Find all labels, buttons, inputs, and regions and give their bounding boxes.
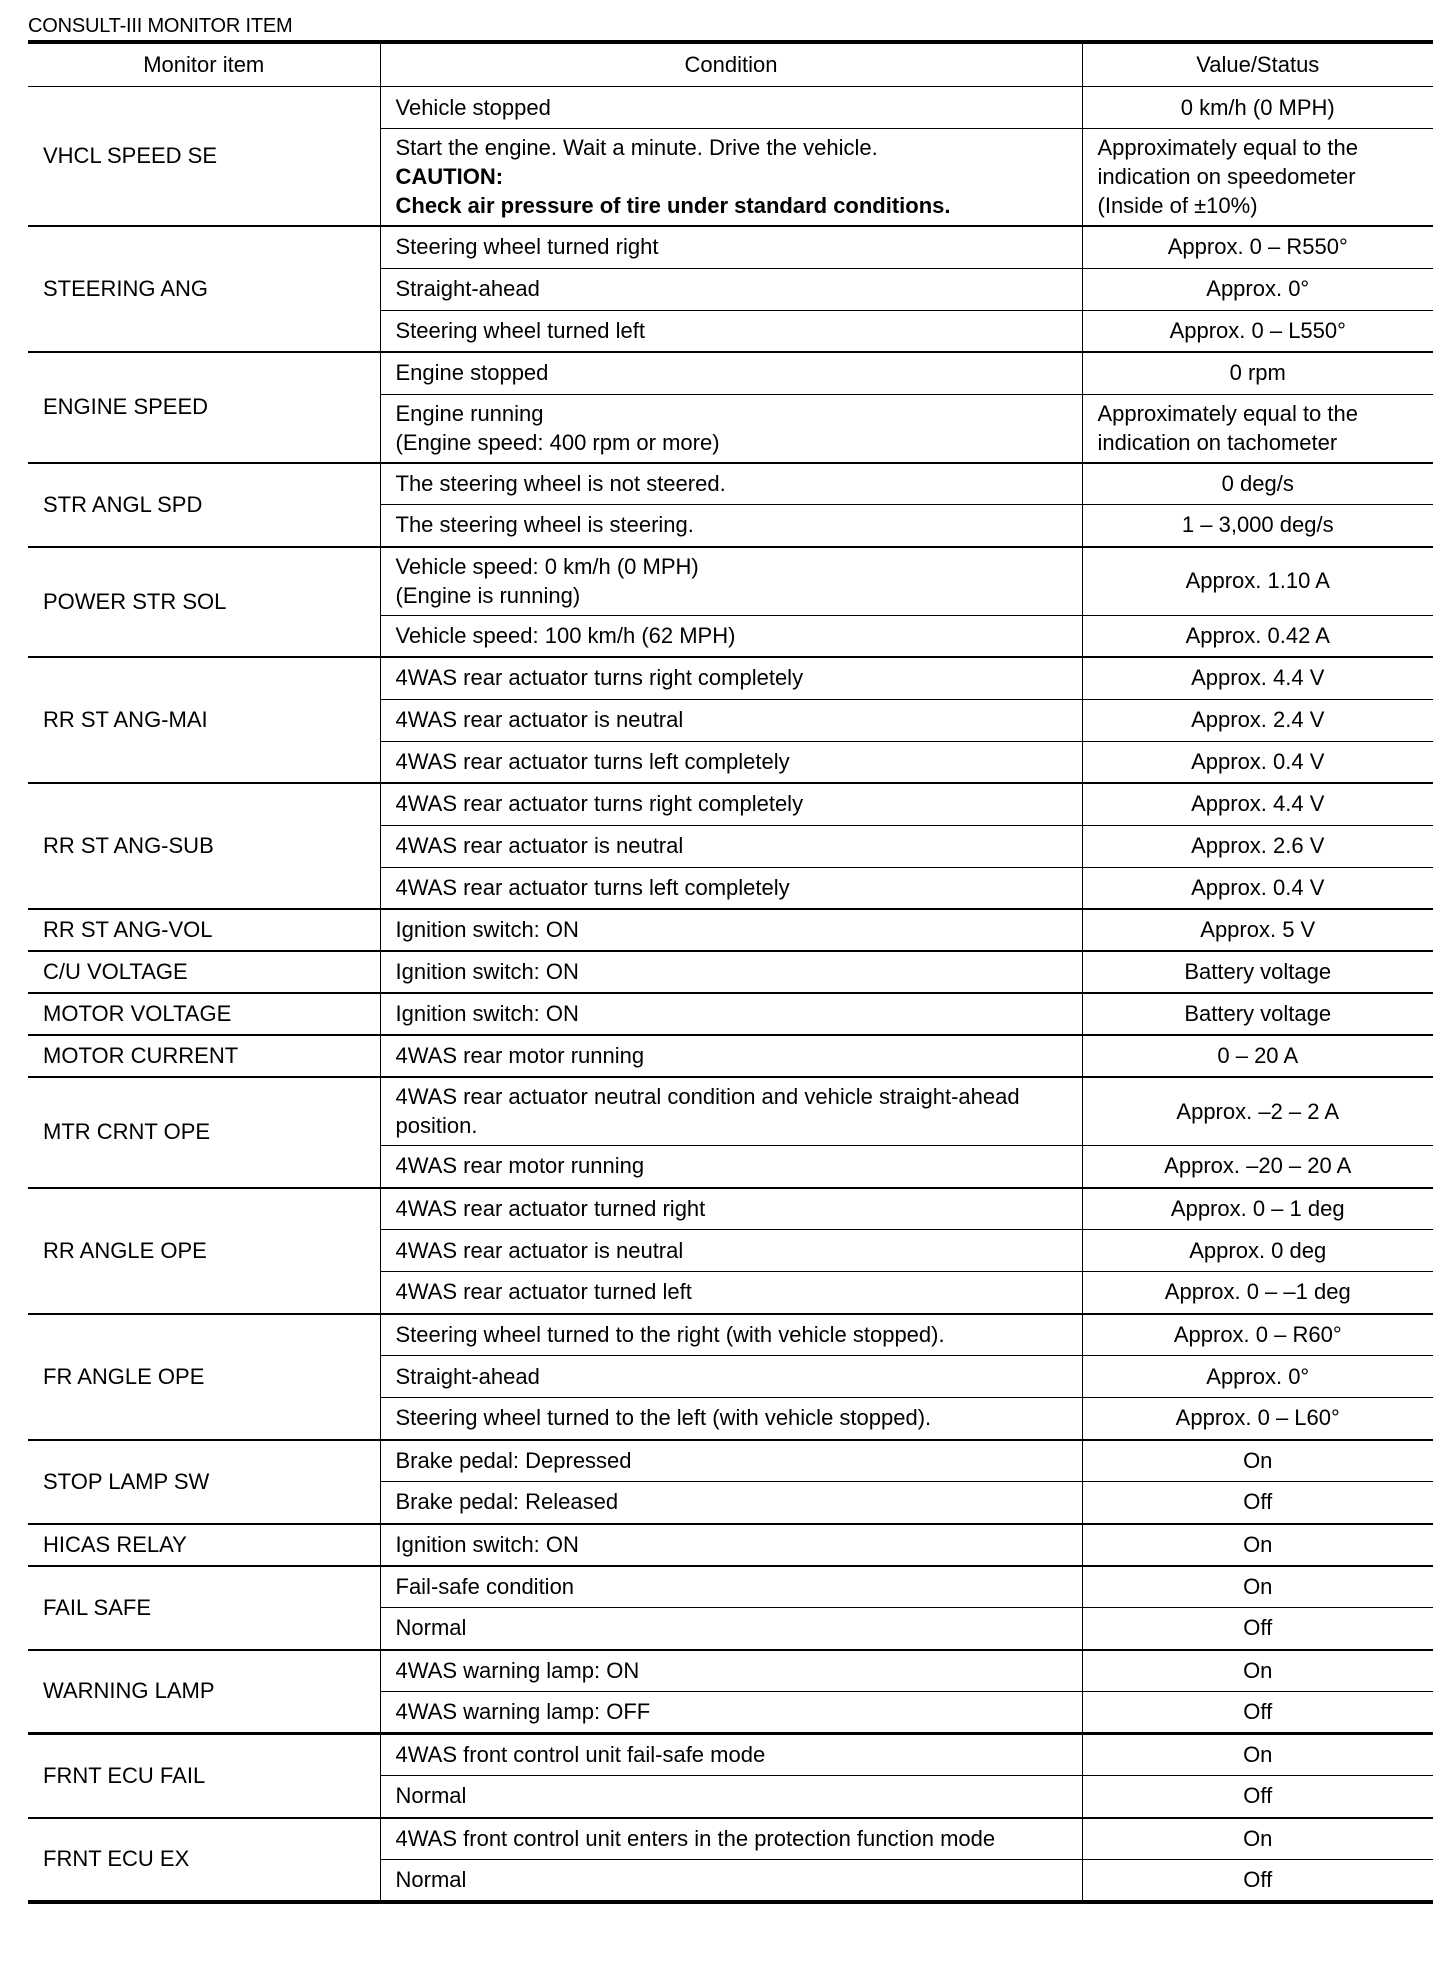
- value-status-cell: Approx. 0 – –1 deg: [1082, 1272, 1433, 1314]
- condition-cell: [380, 1692, 1082, 1734]
- monitor-item-cell: STR ANGL SPD: [28, 463, 380, 547]
- value-status-cell: 0 – 20 A: [1082, 1035, 1433, 1077]
- value-status-cell: Off: [1082, 1860, 1433, 1902]
- condition-text: 4WAS rear actuator is neutral: [395, 833, 684, 858]
- value-status-cell: On: [1082, 1650, 1433, 1692]
- value-status-cell: Approx. 0.42 A: [1082, 615, 1433, 657]
- condition-text: Fail-safe condition: [395, 1573, 575, 1599]
- monitor-item-cell: RR ST ANG-SUB: [28, 783, 380, 909]
- condition-cell: [380, 1818, 1082, 1860]
- value-status-cell: On: [1082, 1734, 1433, 1776]
- condition-cell: [380, 1356, 1082, 1398]
- condition-text: 4WAS rear actuator turns left completely: [395, 874, 790, 900]
- table-row: [28, 657, 1433, 699]
- table-row: [28, 1650, 1433, 1692]
- monitor-item-cell: ENGINE SPEED: [28, 352, 380, 463]
- condition-cell: [380, 226, 1082, 268]
- condition-cell: [380, 1482, 1082, 1524]
- condition-text: 4WAS rear motor running: [395, 1043, 645, 1068]
- condition-cell: [380, 1314, 1082, 1356]
- condition-text: Engine stopped: [395, 360, 549, 386]
- condition-text: 4WAS front control unit fail-safe mode: [395, 1742, 766, 1767]
- monitor-group: [28, 1650, 1433, 1734]
- value-status-cell: Off: [1082, 1608, 1433, 1650]
- monitor-group: [28, 226, 1433, 352]
- table-header: [28, 42, 1433, 87]
- condition-text: Steering wheel turned right: [395, 234, 659, 260]
- condition-cell: [380, 1272, 1082, 1314]
- condition-text: Normal: [395, 1615, 467, 1641]
- condition-text: 4WAS rear actuator neutral condition and vehicle straight-ahead position.: [395, 1084, 1020, 1138]
- condition-cell: [380, 1566, 1082, 1608]
- condition-text: Ignition switch: ON: [395, 1531, 579, 1557]
- condition-cell: [380, 505, 1082, 547]
- table-row: [28, 909, 1433, 951]
- value-status-cell: Off: [1082, 1482, 1433, 1524]
- value-status-cell: 0 km/h (0 MPH): [1082, 87, 1433, 129]
- condition-cell: [380, 1077, 1082, 1146]
- value-status-cell: Off: [1082, 1692, 1433, 1734]
- condition-cell: [380, 1188, 1082, 1230]
- condition-text: 4WAS rear actuator is neutral: [395, 707, 684, 732]
- monitor-group: [28, 783, 1433, 909]
- condition-cell: [380, 1035, 1082, 1077]
- value-status-cell: 0 deg/s: [1082, 463, 1433, 505]
- condition-cell: [380, 394, 1082, 463]
- monitor-group: [28, 1077, 1433, 1188]
- condition-text: Ignition switch: ON: [395, 1001, 579, 1026]
- condition-cell: [380, 699, 1082, 741]
- value-status-cell: Approx. 0.4 V: [1082, 741, 1433, 783]
- condition-text-line2: (Engine is running): [395, 582, 581, 608]
- value-status-cell: Battery voltage: [1082, 951, 1433, 993]
- monitor-group: [28, 1314, 1433, 1440]
- condition-text: The steering wheel is not steered.: [395, 470, 726, 496]
- monitor-group: [28, 993, 1433, 1035]
- value-status-cell: Approx. 0.4 V: [1082, 867, 1433, 909]
- header-value-status: Value/Status: [1082, 42, 1433, 87]
- condition-text: Vehicle speed: 0 km/h (0 MPH): [395, 553, 699, 579]
- table-row: [28, 226, 1433, 268]
- monitor-item-cell: FRNT ECU FAIL: [28, 1734, 380, 1818]
- monitor-item-cell: STEERING ANG: [28, 226, 380, 352]
- value-status-cell: Approx. 2.6 V: [1082, 825, 1433, 867]
- monitor-item-cell: MOTOR CURRENT: [28, 1035, 380, 1077]
- monitor-item-cell: RR ST ANG-MAI: [28, 657, 380, 783]
- table-row: [28, 1314, 1433, 1356]
- monitor-item-cell: HICAS RELAY: [28, 1524, 380, 1566]
- condition-text: 4WAS rear actuator turns right completely: [395, 791, 804, 817]
- monitor-group: [28, 657, 1433, 783]
- table-row: [28, 1077, 1433, 1146]
- condition-cell: [380, 783, 1082, 825]
- monitor-group: [28, 1188, 1433, 1314]
- value-status-cell: Approx. 0 – L60°: [1082, 1398, 1433, 1440]
- condition-text: Normal: [395, 1783, 467, 1809]
- value-status-cell: Approx. –20 – 20 A: [1082, 1146, 1433, 1188]
- table-row: [28, 951, 1433, 993]
- monitor-group: [28, 1566, 1433, 1650]
- monitor-item-cell: FRNT ECU EX: [28, 1818, 380, 1902]
- monitor-group: [28, 1734, 1433, 1818]
- table-row: [28, 463, 1433, 505]
- caution-label: CAUTION:: [395, 164, 504, 189]
- condition-text: 4WAS front control unit enters in the protection function mode: [395, 1825, 996, 1851]
- value-status-cell: Approx. 0 – R60°: [1082, 1314, 1433, 1356]
- condition-cell: [380, 547, 1082, 616]
- table-row: [28, 352, 1433, 394]
- monitor-group: [28, 352, 1433, 463]
- condition-cell: [380, 1860, 1082, 1902]
- condition-cell: [380, 129, 1082, 227]
- value-status-cell: Approx. 1.10 A: [1082, 547, 1433, 616]
- condition-cell: [380, 463, 1082, 505]
- value-status-cell: Battery voltage: [1082, 993, 1433, 1035]
- condition-cell: [380, 993, 1082, 1035]
- monitor-item-cell: MOTOR VOLTAGE: [28, 993, 380, 1035]
- monitor-group: [28, 1818, 1433, 1902]
- value-status-cell: On: [1082, 1566, 1433, 1608]
- condition-cell: [380, 867, 1082, 909]
- condition-cell: [380, 1650, 1082, 1692]
- condition-text: 4WAS rear actuator turns left completely: [395, 748, 790, 774]
- value-status-cell: Approximately equal to the indication on tachometer: [1082, 394, 1433, 463]
- table-row: [28, 1734, 1433, 1776]
- condition-cell: [380, 909, 1082, 951]
- condition-cell: [380, 87, 1082, 129]
- condition-cell: [380, 951, 1082, 993]
- condition-text: 4WAS rear actuator turned left: [395, 1279, 692, 1305]
- value-status-cell: Approx. 4.4 V: [1082, 657, 1433, 699]
- value-status-cell: On: [1082, 1440, 1433, 1482]
- value-status-cell: Approx. 0°: [1082, 268, 1433, 310]
- monitor-item-cell: FAIL SAFE: [28, 1566, 380, 1650]
- value-status-cell: Approximately equal to the indication on speedometer (Inside of ±10%): [1082, 129, 1433, 227]
- condition-cell: [380, 1608, 1082, 1650]
- value-status-cell: Approx. 0 – L550°: [1082, 310, 1433, 352]
- condition-cell: [380, 1230, 1082, 1272]
- value-status-cell: Approx. 0 – 1 deg: [1082, 1188, 1433, 1230]
- monitor-item-cell: C/U VOLTAGE: [28, 951, 380, 993]
- condition-text: 4WAS rear actuator turns right completely: [395, 665, 804, 691]
- condition-cell: [380, 1398, 1082, 1440]
- table-row: [28, 1440, 1433, 1482]
- condition-cell: [380, 615, 1082, 657]
- condition-cell: [380, 1146, 1082, 1188]
- value-status-cell: 0 rpm: [1082, 352, 1433, 394]
- value-status-cell: Off: [1082, 1776, 1433, 1818]
- table-row: [28, 1035, 1433, 1077]
- condition-cell: [380, 1734, 1082, 1776]
- condition-text: 4WAS warning lamp: ON: [395, 1657, 640, 1683]
- condition-text: Ignition switch: ON: [395, 917, 579, 942]
- value-status-cell: Approx. 0 – R550°: [1082, 226, 1433, 268]
- value-status-cell: Approx. 2.4 V: [1082, 699, 1433, 741]
- condition-cell: [380, 1524, 1082, 1566]
- table-row: [28, 783, 1433, 825]
- condition-text: 4WAS rear actuator is neutral: [395, 1237, 684, 1263]
- value-status-cell: Approx. 4.4 V: [1082, 783, 1433, 825]
- monitor-group: [28, 1524, 1433, 1566]
- monitor-item-cell: STOP LAMP SW: [28, 1440, 380, 1524]
- header-condition: Condition: [380, 42, 1082, 87]
- table-row: [28, 1188, 1433, 1230]
- table-row: [28, 1818, 1433, 1860]
- monitor-table-wrapper: [28, 40, 1433, 1904]
- table-row: [28, 1524, 1433, 1566]
- table-title: CONSULT-III MONITOR ITEM: [28, 15, 293, 37]
- header-monitor-item: Monitor item: [28, 42, 380, 87]
- table-row: [28, 87, 1433, 129]
- monitor-group: [28, 463, 1433, 547]
- monitor-group: [28, 1035, 1433, 1077]
- condition-text: The steering wheel is steering.: [395, 512, 694, 538]
- condition-cell: [380, 657, 1082, 699]
- value-status-cell: Approx. –2 – 2 A: [1082, 1077, 1433, 1146]
- condition-cell: [380, 741, 1082, 783]
- condition-text: Start the engine. Wait a minute. Drive the vehicle.: [395, 135, 878, 160]
- condition-text: Steering wheel turned to the left (with vehicle stopped).: [395, 1405, 932, 1431]
- value-status-cell: Approx. 5 V: [1082, 909, 1433, 951]
- condition-text: Ignition switch: ON: [395, 959, 579, 984]
- condition-cell: [380, 825, 1082, 867]
- condition-cell: [380, 1776, 1082, 1818]
- monitor-group: [28, 909, 1433, 951]
- condition-text: Normal: [395, 1866, 467, 1892]
- condition-text: Vehicle speed: 100 km/h (62 MPH): [395, 622, 736, 648]
- condition-text: Engine running: [395, 400, 544, 426]
- caution-text: Check air pressure of tire under standard conditions.: [395, 193, 951, 218]
- monitor-item-cell: VHCL SPEED SE: [28, 87, 380, 227]
- monitor-item-cell: MTR CRNT OPE: [28, 1077, 380, 1188]
- condition-text: Brake pedal: Released: [395, 1489, 619, 1515]
- monitor-item-table: [28, 40, 1433, 1904]
- value-status-cell: On: [1082, 1524, 1433, 1566]
- condition-text: 4WAS warning lamp: OFF: [395, 1699, 651, 1724]
- condition-cell: [380, 1440, 1082, 1482]
- condition-text-line2: (Engine speed: 400 rpm or more): [395, 429, 720, 455]
- table-row: [28, 993, 1433, 1035]
- table-row: [28, 547, 1433, 616]
- condition-cell: [380, 310, 1082, 352]
- condition-text: 4WAS rear motor running: [395, 1153, 645, 1179]
- condition-text: Vehicle stopped: [395, 94, 551, 120]
- condition-text: Straight-ahead: [395, 1363, 540, 1389]
- condition-text: Brake pedal: Depressed: [395, 1447, 632, 1473]
- monitor-item-cell: WARNING LAMP: [28, 1650, 380, 1734]
- value-status-cell: Approx. 0°: [1082, 1356, 1433, 1398]
- value-status-cell: Approx. 0 deg: [1082, 1230, 1433, 1272]
- condition-text: Steering wheel turned to the right (with vehicle stopped).: [395, 1321, 945, 1347]
- condition-text: 4WAS rear actuator turned right: [395, 1195, 706, 1221]
- monitor-item-cell: FR ANGLE OPE: [28, 1314, 380, 1440]
- monitor-group: [28, 87, 1433, 227]
- monitor-group: [28, 547, 1433, 658]
- monitor-item-cell: RR ST ANG-VOL: [28, 909, 380, 951]
- condition-cell: [380, 352, 1082, 394]
- table-row: [28, 1566, 1433, 1608]
- value-status-cell: On: [1082, 1818, 1433, 1860]
- header-row: [28, 42, 1433, 87]
- condition-text: Straight-ahead: [395, 276, 540, 301]
- value-status-cell: 1 – 3,000 deg/s: [1082, 505, 1433, 547]
- monitor-item-cell: POWER STR SOL: [28, 547, 380, 658]
- condition-text: Steering wheel turned left: [395, 317, 645, 343]
- condition-cell: [380, 268, 1082, 310]
- monitor-group: [28, 1440, 1433, 1524]
- monitor-item-cell: RR ANGLE OPE: [28, 1188, 380, 1314]
- monitor-group: [28, 951, 1433, 993]
